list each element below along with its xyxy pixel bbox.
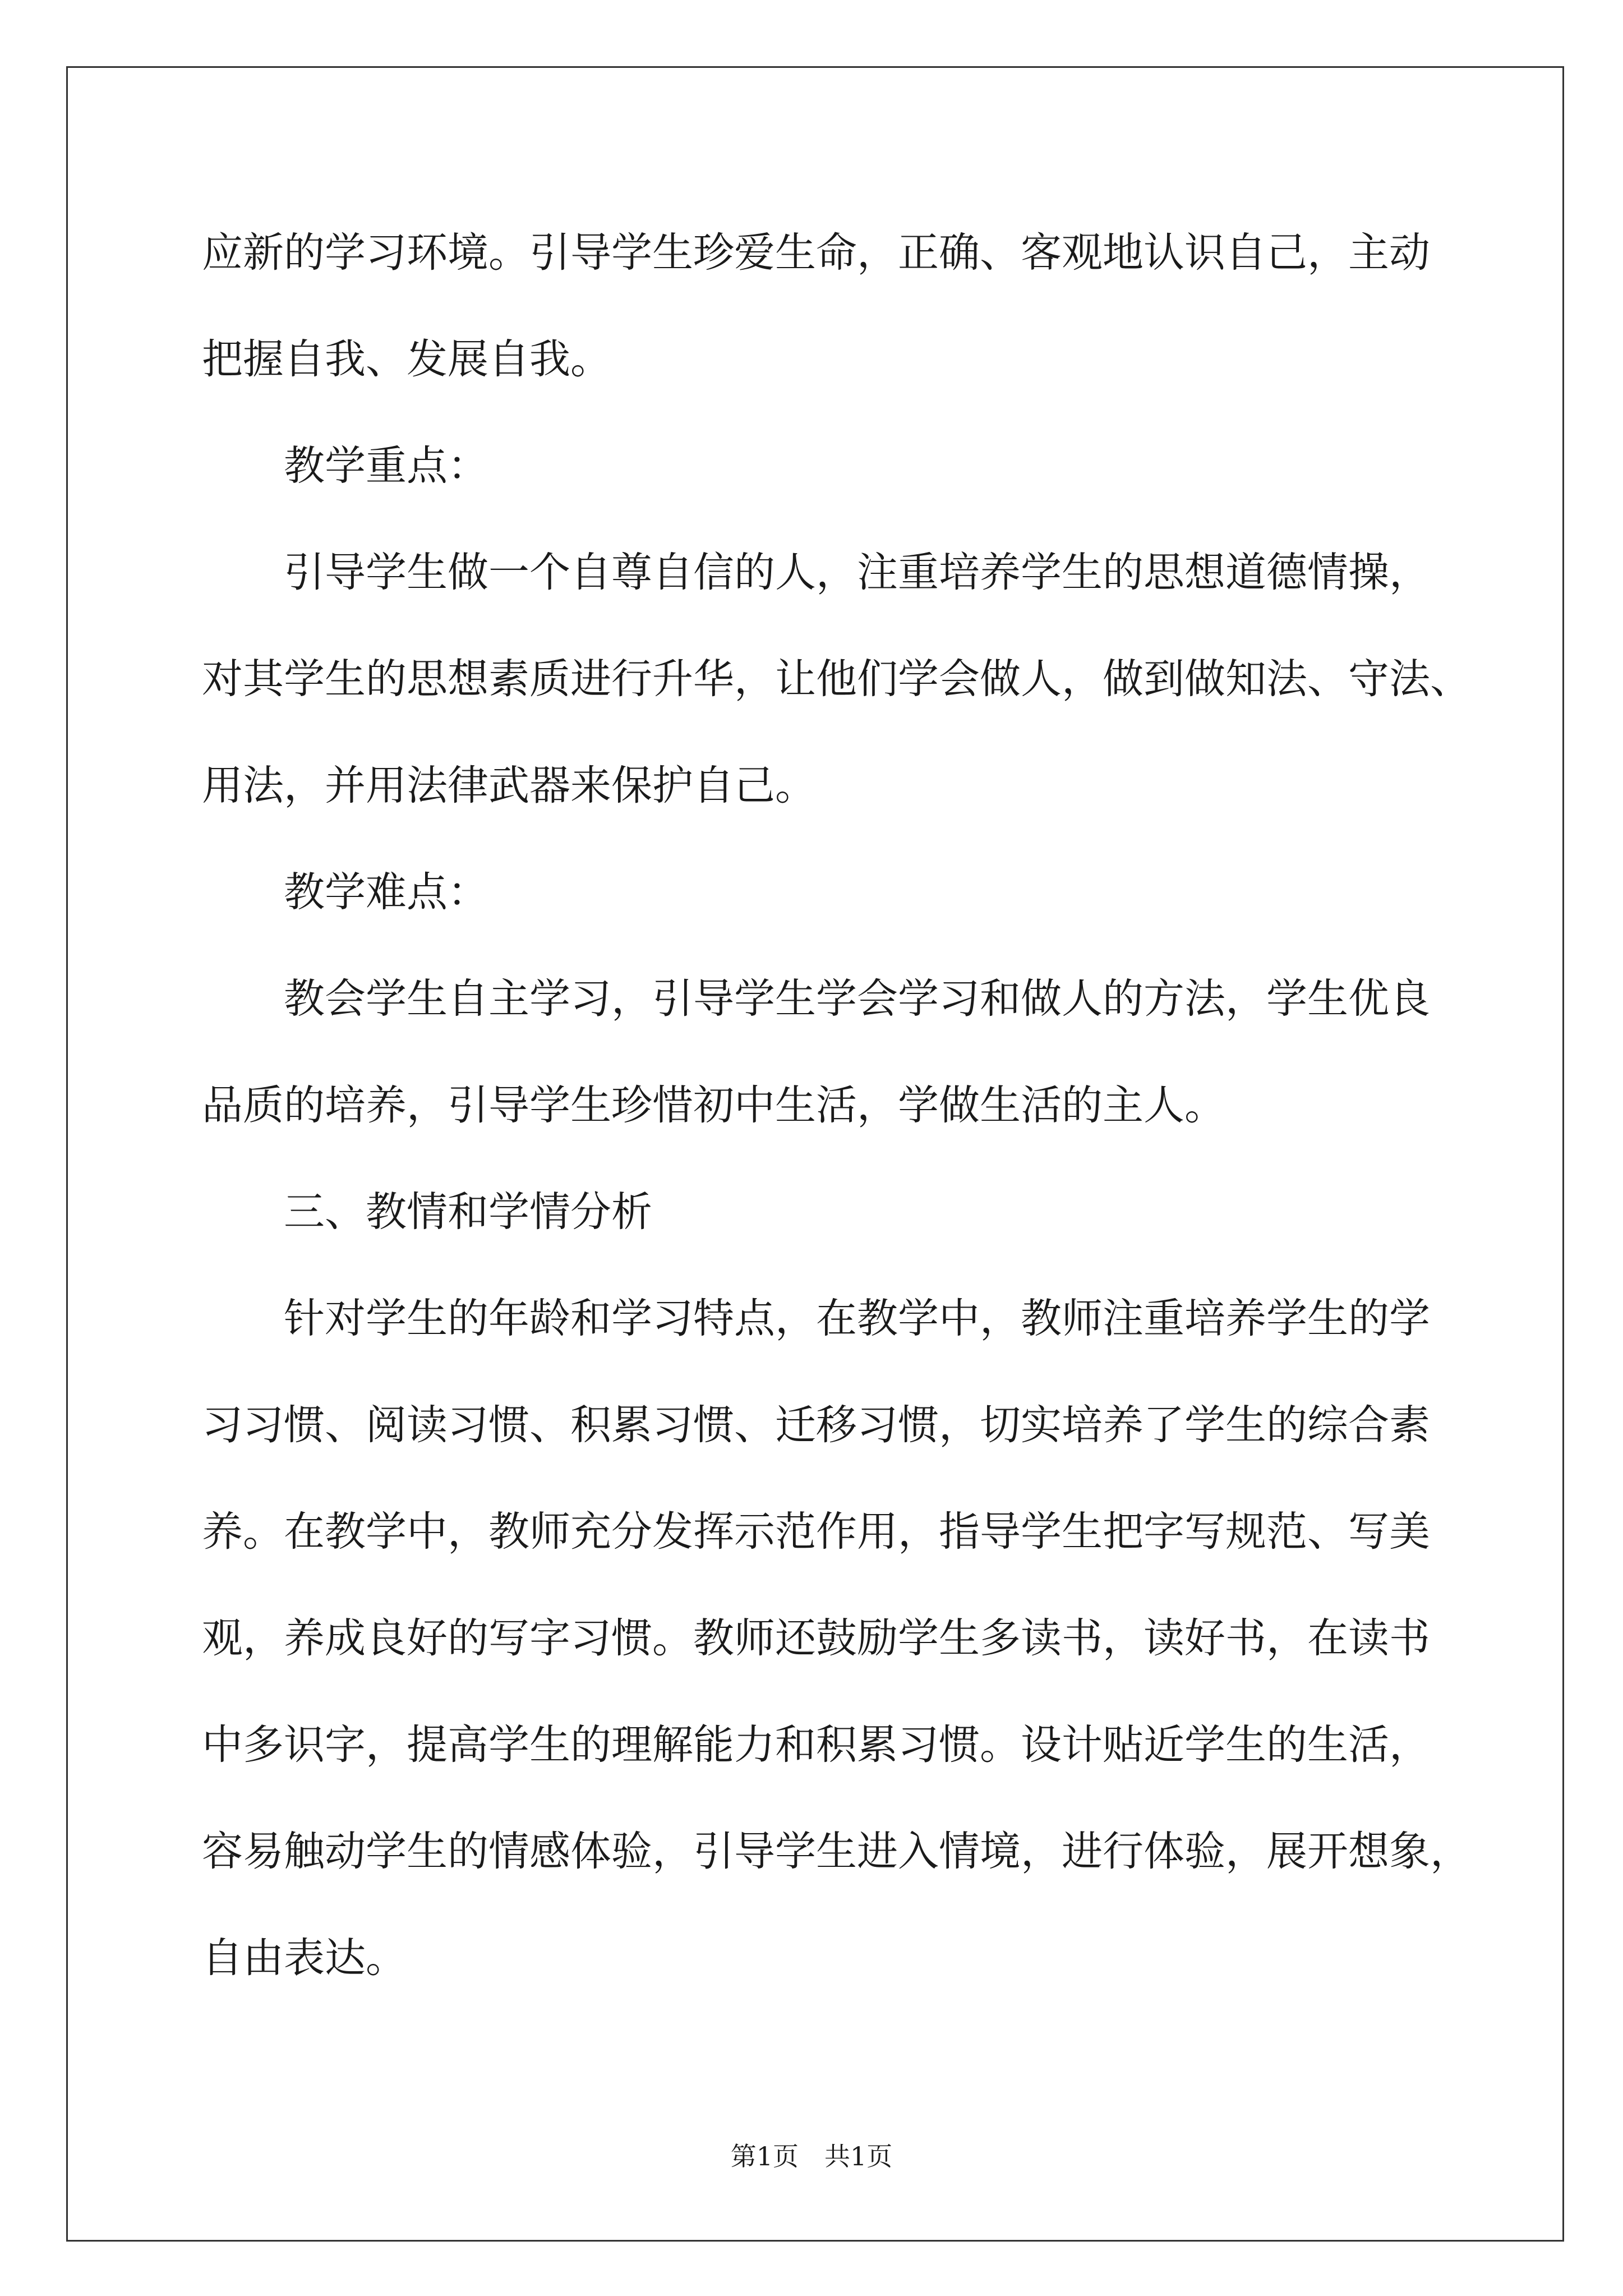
paragraph-line: 习习惯、阅读习惯、积累习惯、迁移习惯，切实培养了学生的综合素 [202, 1401, 1430, 1449]
paragraph-line: 容易触动学生的情感体验，引导学生进入情境，进行体验，展开想象， [202, 1828, 1471, 1875]
paragraph-line: 品质的培养，引导学生珍惜初中生活，学做生活的主人。 [202, 1082, 1225, 1129]
paragraph-line: 中多识字，提高学生的理解能力和积累习惯。设计贴近学生的生活， [202, 1721, 1430, 1769]
paragraph-line: 对其学生的思想素质进行升华，让他们学会做人，做到做知法、守法、 [202, 655, 1471, 703]
paragraph-line: 引导学生做一个自尊自信的人，注重培养学生的思想道德情操， [284, 549, 1430, 596]
paragraph-line: 自由表达。 [202, 1934, 407, 1982]
section-heading-key-points: 教学重点： [284, 442, 488, 490]
page-number-footer: 第1页 共1页 [730, 2141, 893, 2171]
document-body [202, 200, 1537, 2012]
paragraph-line: 用法，并用法律武器来保护自己。 [202, 762, 816, 809]
section-heading-difficulties: 教学难点： [284, 868, 488, 916]
paragraph-line: 养。在教学中，教师充分发挥示范作用，指导学生把字写规范、写美 [202, 1508, 1430, 1556]
paragraph-line: 教会学生自主学习，引导学生学会学习和做人的方法，学生优良 [284, 975, 1430, 1023]
paragraph-line: 观，养成良好的写字习惯。教师还鼓励学生多读书，读好书，在读书 [202, 1614, 1430, 1662]
paragraph-line: 针对学生的年龄和学习特点，在教学中，教师注重培养学生的学 [284, 1295, 1430, 1342]
paragraph-line: 应新的学习环境。引导学生珍爱生命，正确、客观地认识自己，主动 [202, 229, 1430, 277]
paragraph-line: 把握自我、发展自我。 [202, 335, 611, 383]
section-heading-analysis: 三、教情和学情分析 [284, 1188, 652, 1236]
